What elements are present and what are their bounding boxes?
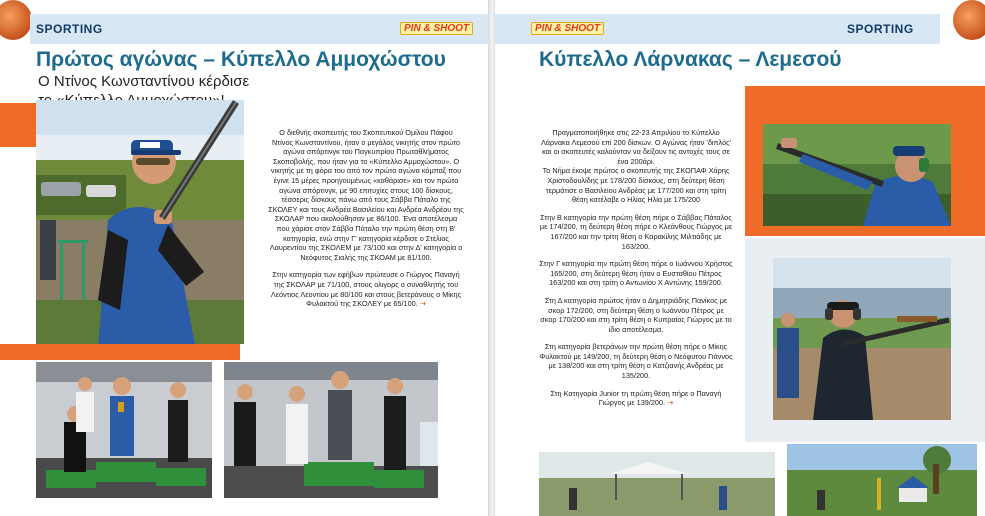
left-page [0,0,490,516]
orange-accent-band [0,344,240,360]
body-paragraph-6: Στη κατηγορία βετεράνων την πρώτη θέση πήρε ο Μίκης Φυλακτού με 149/200, τη δεύτερη θέση ο Νεόφυτου Γιάννος με 138/200 και στη τρίτη θέση ο Κατζιανής Ανδρέας με 135/200. [539,342,733,381]
photo-shooter-with-shotgun [36,100,244,344]
magazine-logo: PIN & SHOOT [400,22,473,35]
article-title: Κύπελλο Λάρνακας – Λεμεσού [539,48,842,71]
photo-shooting-range-2 [787,444,977,516]
body-paragraph-5: Στη Δ κατηγορία πρώτος ήταν ο Δημητριάδης Πανίκος με σκορ 172/200, στη δεύτερη θέση ο Ιωάννου Πέτρος με σκορ 170/200 και στη τρίτη θέση ο Κυπραίος Γιώργος με το ίδιο αποτέλεσμα. [540,295,732,334]
section-label: SPORTING [36,22,103,36]
body-paragraph-3: Στην Β κατηγορία την πρώτη θέση πήρε ο Σάββας Πάταλος με 174/200, τη δεύτερη θέση πήρε ο Κλεάνθους Γιώργος με 167/200 και την τρίτη θέση ο Καρακίλης Μιλτιάδης με 163/200. [539,212,733,251]
photo-podium-winners-1 [36,362,212,498]
end-mark-icon: ➝ [667,398,674,408]
article-subtitle-line-1: Ο Ντίνος Κωνσταντίνου κέρδισε [38,73,250,90]
photo-shooter-aiming [763,124,951,226]
shotgun-shell-ornament-icon [0,0,32,40]
orange-accent-block [0,103,36,147]
photo-shooting-range-1 [539,452,775,516]
shotgun-shell-ornament-icon [953,0,985,40]
body-paragraph-1: Πραγματοποιήθηκε στις 22-23 Απριλίου το Κύπελλο Λάρνακα Λεμεσού επί 200 δίσκων. Ο Αγώνας ήταν 'διπλός' και οι σκοπευτές καλούνταν να δείξουν τις αντοχές τους σε ένα 200άρι. [540,128,732,166]
body-paragraph-4: Στην Γ κατηγορία την πρώτη θέση πήρε ο Ιωάννου Χρήστος 165/200, στη δεύτερη θέση ήταν ο Ευσταθίου Πέτρος 163/200 και στη τρίτη ο Αντωνίου Χ Αντώνης 159/200. [539,259,733,288]
magazine-logo: PIN & SHOOT [531,22,604,35]
body-paragraph-1: Ο διεθνής σκοπευτής του Σκοπευτικού Ομίλου Πάφου Ντίνος Κωνσταντίνου, ήταν ο μεγάλος νικητής στον πρώτο αγώνα σπόρτινγκ του Παγκυπρίου Πρωταθλήματος Σκοποβολής, που ήταν για το «Κύπελλο Αμμοχώστου». Ο νικητής με τη φόρα του από τον πρώτο αγώνα κόμπαξ που έγινε 15 μέρες προηγουμένως «καθάρισε» και τον πρώτο αγώνα σπόρτινγκ, με 90 επιτυχίες στους 100 δίσκους, τέσσερις δίσκους πάνω από τους Σάββα Πάταλο της ΣΚΟΛΕΥ και τους Ανδρέα Βασιλείου και Ανδρέα Ανδρέου της ΣΚΟΛΑΡ που ακολούθησαν με 86/100. Ένα αποτέλεσμα που χάρισε στον Σάββα Πάταλο την πρώτη θέση στη Β' κατηγορία, ενώ στην Γ' κατηγορία κέρδισε ο Στέλιος Λαυρεντίου της ΣΚΟΛΕΜ με 73/100 και στην Δ' κατηγορία ο Νεόφυτος Σιαλής της ΣΚΟΑΜ με 81/100. [268,128,464,262]
section-label: SPORTING [847,22,914,36]
right-page [495,0,985,516]
article-title: Πρώτος αγώνας – Κύπελλο Αμμοχώστου [36,48,446,71]
photo-podium-winners-2 [224,362,438,498]
end-mark-icon: ➝ [419,299,426,309]
body-paragraph-2: Στην κατηγορία των εφήβων πρώτευσε ο Γιώργος Παναγή της ΣΚΟΛΑΡ με 71/100, στους ολιγορς ο συναθλητής του Λεόντιος Λεοντίου με 80/100 και στους βετεράνους ο Μίκης Φυλακτού της ΣΚΟΛΕΥ με 65/100. ➝ [270,270,462,309]
body-paragraph-7: Στη Κατηγορία Junior τη πρώτη θέση πήρε ο Παναγή Γιώργος με 139/200. ➝ [550,388,722,408]
article-body [539,128,733,416]
article-body [268,128,464,317]
body-paragraph-2: Το Νήμα έκοψε πρώτος ο σκοπευτής της ΣΚΟΠΑΦ Χάρης Χριστοδουλίδης με 178/200 δίσκους, στη δεύτερη θέση τερμάτισε ο Βασιλείου Ανδρέας με 177/200 και στη τρίτη θέση κατέλαβε ο Ηλίας Ηλία με 175/200 [542,166,730,205]
photo-shooter-earmuffs [773,258,951,420]
